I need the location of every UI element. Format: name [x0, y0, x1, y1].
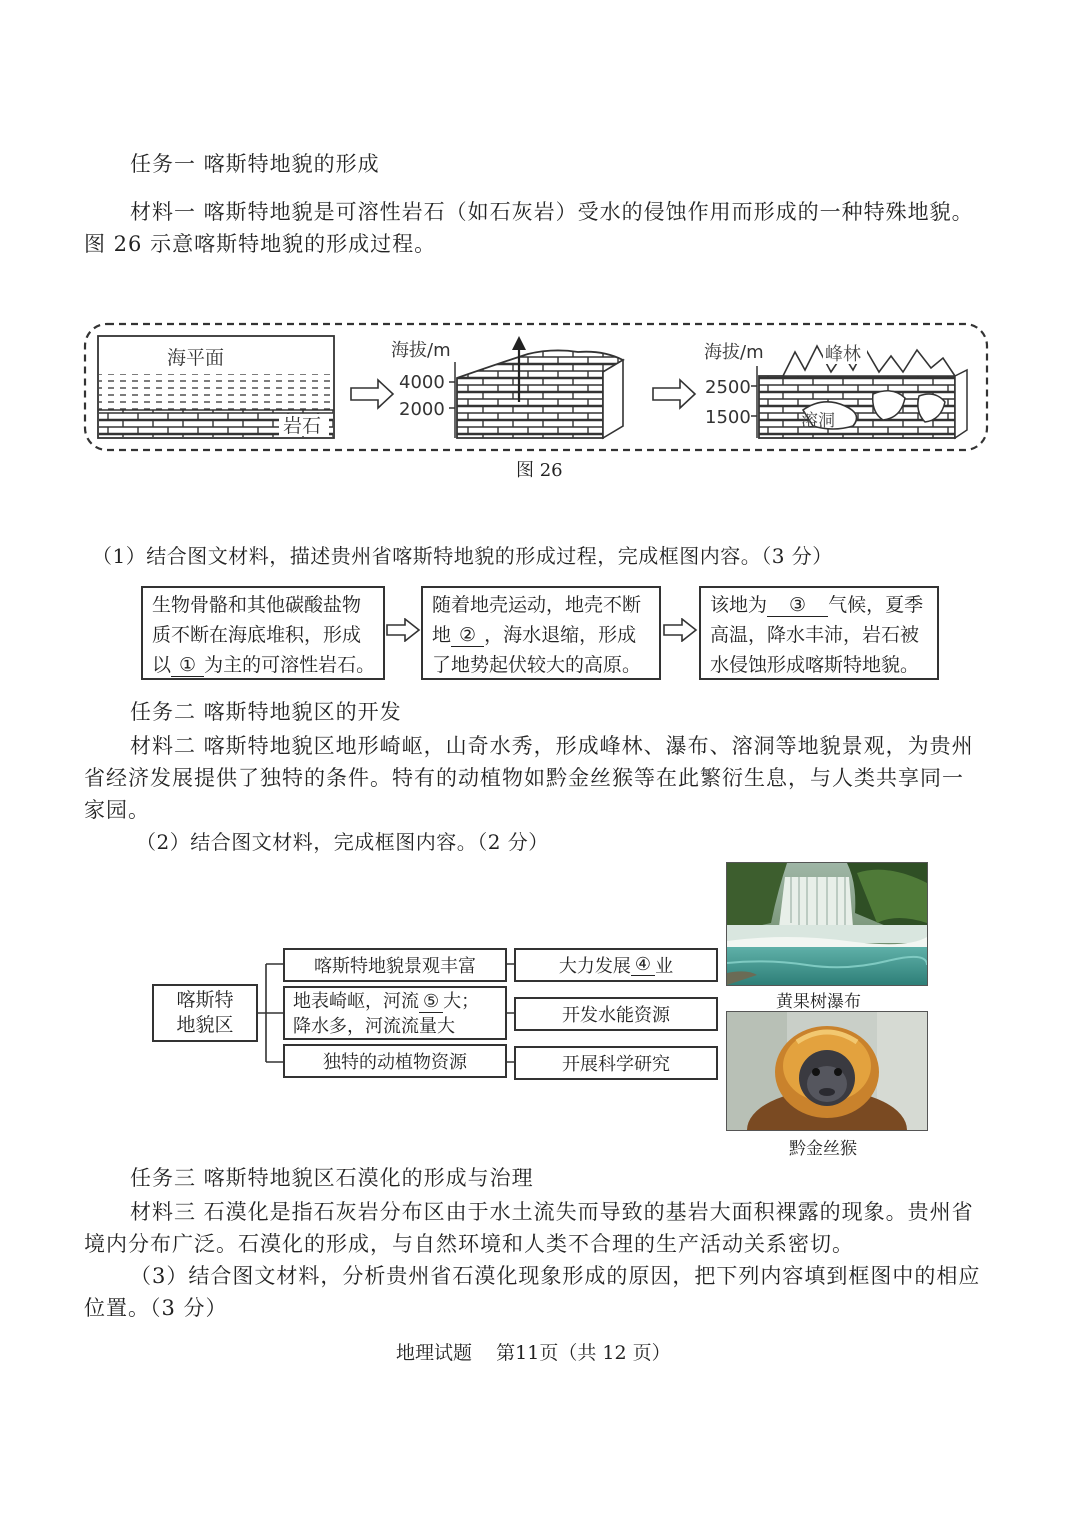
q1-box3-line1-post: 气候，夏季 [828, 594, 924, 616]
q2-right3-text: 开展科学研究 [562, 1054, 670, 1075]
q2-root-line2: 地貌区 [176, 1014, 234, 1036]
tick-2500: 2500 [705, 377, 751, 398]
q2-mid-box-2 [283, 986, 507, 1040]
q1-prompt: （1）结合图文材料，描述贵州省喀斯特地貌的形成过程，完成框图内容。（3 分） [92, 544, 833, 568]
q2-right1-pre: 大力发展 [558, 956, 631, 977]
q1-box3-line3: 水侵蚀形成喀斯特地貌。 [710, 654, 920, 676]
monkey-photo [726, 1011, 928, 1131]
q1-box-2 [421, 586, 661, 680]
q1-box1-line1: 生物骨骼和其他碳酸盐物 [152, 594, 362, 616]
q2-mid1-text: 喀斯特地貌景观丰富 [314, 956, 476, 977]
q1-box2-line2-pre: 地 [432, 624, 452, 646]
q1-box2-line2-post: ，海水退缩，形成 [484, 624, 637, 646]
figure-26-caption: 图 26 [516, 460, 563, 481]
q2-root-line1: 喀斯特 [176, 989, 234, 1011]
task3-title: 任务三 喀斯特地貌区石漠化的形成与治理 [130, 1166, 534, 1190]
task2-material-line1: 材料二 喀斯特地貌区地形崎岖，山奇水秀，形成峰林、瀑布、溶洞等地貌景观，为贵州 [130, 734, 974, 758]
sea-level-label: 海平面 [167, 347, 225, 369]
waterfall-photo [726, 862, 928, 986]
task2-material-line3: 家园。 [84, 798, 150, 822]
rock-label: 岩石 [283, 415, 322, 437]
arrow-2-icon [653, 380, 695, 408]
waterfall-caption: 黄果树瀑布 [776, 992, 861, 1012]
blank-4[interactable]: ④ [631, 955, 655, 976]
task2-title: 任务二 喀斯特地貌区的开发 [130, 700, 402, 724]
uplift-block [457, 350, 623, 438]
q2-right2-text: 开发水能资源 [562, 1005, 670, 1026]
blank-1[interactable]: ① [171, 654, 204, 677]
tick-2000: 2000 [399, 399, 445, 420]
arrow-1-icon [351, 380, 393, 408]
task1-title: 任务一 喀斯特地貌的形成 [130, 152, 380, 176]
task2-material-line2: 省经济发展提供了独特的条件。特有的动植物如黔金丝猴等在此繁衍生息，与人类共享同一 [84, 766, 964, 790]
tick-4000: 4000 [399, 372, 445, 393]
q2-mid2-line1-pre: 地表崎岖，河流 [293, 991, 419, 1012]
q2-mid-box-3 [283, 1044, 507, 1078]
figure-26 [83, 322, 989, 452]
blank-2[interactable]: ② [451, 624, 484, 647]
q1-box2-line3: 了地势起伏较大的高原。 [432, 654, 642, 676]
flow-arrow-1-icon [385, 618, 421, 642]
q1-box-3 [699, 586, 939, 680]
altitude-label-1: 海拔/m [391, 340, 451, 361]
task1-material-line1: 材料一 喀斯特地貌是可溶性岩石（如石灰岩）受水的侵蚀作用而形成的一种特殊地貌。 [130, 200, 974, 224]
q2-mid2-line2: 降水多，河流流量大 [293, 1016, 455, 1037]
q2-mid-box-1 [283, 948, 507, 982]
blank-5[interactable]: ⑤ [419, 992, 443, 1013]
q3-prompt-line1: （3）结合图文材料，分析贵州省石漠化现象形成的原因，把下列内容填到框图中的相应 [130, 1264, 981, 1288]
q2-prompt: （2）结合图文材料，完成框图内容。（2 分） [136, 830, 549, 854]
q2-right-box-2 [514, 997, 718, 1031]
q1-box-1 [141, 586, 385, 680]
tick-1500: 1500 [705, 407, 751, 428]
q1-box2-line1: 随着地壳运动，地壳不断 [432, 594, 642, 616]
peak-forest-shape [783, 346, 955, 376]
q3-prompt-line2: 位置。（3 分） [84, 1296, 228, 1320]
seawater-layer [99, 374, 333, 410]
q2-right1-post: 业 [655, 956, 674, 977]
q2-mid2-line1-post: 大； [443, 991, 480, 1012]
q1-box1-line3-pre: 以 [152, 654, 172, 676]
q1-box3-line2: 高温，降水丰沛，岩石被 [710, 624, 920, 646]
q2-root-box [152, 984, 258, 1042]
q1-box1-line3-post: 为主的可溶性岩石。 [204, 654, 376, 676]
q2-right-box-3 [514, 1046, 718, 1080]
page-footer: 地理试题 第11页（共 12 页） [396, 1342, 671, 1364]
peak-forest-label: 峰林 [825, 344, 861, 365]
blank-3[interactable]: ③ [767, 594, 828, 617]
q2-mid3-text: 独特的动植物资源 [323, 1052, 467, 1073]
q1-box3-line1-pre: 该地为 [710, 594, 768, 616]
q1-box1-line2: 质不断在海底堆积，形成 [152, 624, 362, 646]
task3-material-line1: 材料三 石漠化是指石灰岩分布区由于水土流失而导致的基岩大面积裸露的现象。贵州省 [130, 1200, 974, 1224]
altitude-label-2: 海拔/m [704, 342, 764, 363]
task1-material-line2: 图 26 示意喀斯特地貌的形成过程。 [84, 232, 437, 256]
flow-arrow-2-icon [662, 618, 698, 642]
monkey-caption: 黔金丝猴 [789, 1139, 857, 1159]
q2-right-box-1 [514, 948, 718, 982]
figure-26-diagram [83, 322, 989, 452]
cave-label: 溶洞 [801, 411, 835, 431]
task3-material-line2: 境内分布广泛。石漠化的形成，与自然环境和人类不合理的生产活动关系密切。 [84, 1232, 854, 1256]
